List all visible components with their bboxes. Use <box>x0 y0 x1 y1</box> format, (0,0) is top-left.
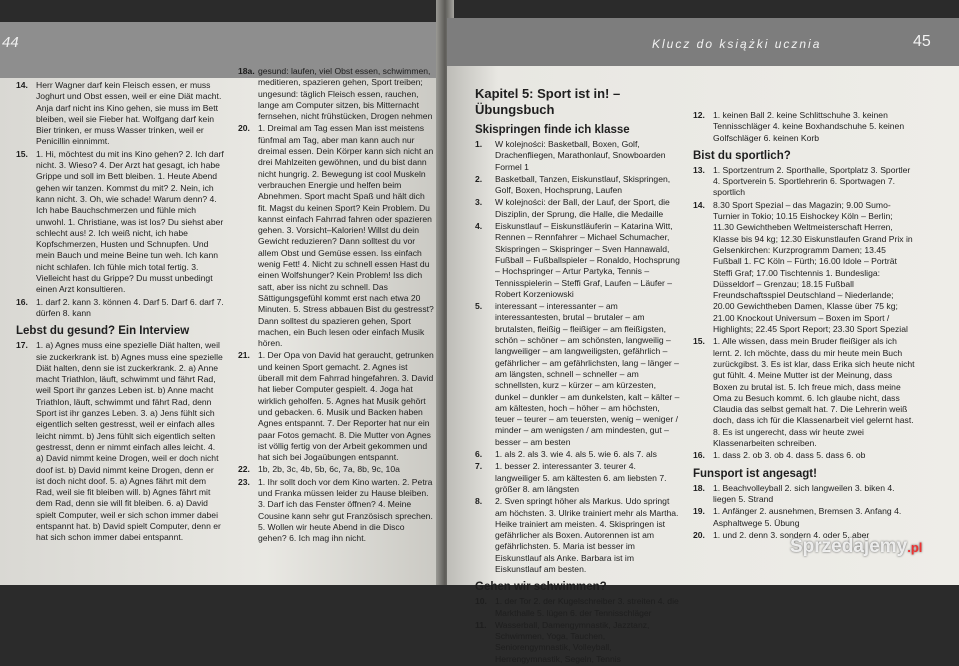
exercise-number: 8. <box>475 496 483 507</box>
exercise-number: 16. <box>693 450 705 461</box>
exercise-answer: 1b, 2b, 3c, 4b, 5b, 6c, 7a, 8b, 9c, 10a <box>258 464 400 475</box>
chapter-title: Kapitel 5: Sport ist in! – Übungsbuch <box>475 86 621 117</box>
right-page-number: 45 <box>913 33 931 50</box>
exercise-answer: 8.30 Sport Spezial – das Magazin; 9.00 Sumo-Turnier in Tokio; 10.15 Eishockey Köln – Berlin; 11.30 Gewichtheben Weltmeisterschaft Herren, Klasse bis 94 kg; 12.30 Eiskunstlaufen Grand Prix in Gelsenkirchen: Kurzprogramm Damen; 13.45 Fußball 1. FC Köln – Fürth; 16.00 Idole – Porträt Steffi Graf; 17.00 Tischtennis 1. Bundesliga: Düsseldorf – Grenzau; 18.15 Fußball Freundschaftsspiel Deutschland – Niederlande; 20.00 Gewichtheben Damen, Klasse über 75 kg; 21.00 Knockout Universum – Boxen im Sport / Highlights; 22.45 Sport Report; 23.30 Sport Spezial <box>713 199 913 335</box>
exercise-item <box>693 483 915 506</box>
exercise-answer: 1. der Tor 2. der Kugelschreiber 3. streiten 4. die Markthalle 5. lügen 6. der Tennisschläger <box>495 596 679 618</box>
exercise-item <box>475 461 680 495</box>
section-heading: Lebst du gesund? Ein Interview <box>16 325 190 338</box>
exercise-number: 20. <box>238 123 250 134</box>
exercise-item <box>16 80 224 148</box>
exercise-answer: W kolejności: Basketball, Boxen, Golf, Drachenfliegen, Marathonlauf, Snowboarden Formel 1 <box>495 139 666 172</box>
header-title: Klucz do książki ucznia <box>652 37 822 51</box>
exercise-list <box>16 340 224 543</box>
right-column-1 <box>475 86 680 666</box>
exercise-item <box>16 297 224 320</box>
exercise-number: 5. <box>475 301 483 312</box>
exercise-answer: 1. Ihr sollt doch vor dem Kino warten. 2. Petra und Franka müssen leider zu Hause bleiben. 3. Darf ich das Fenster öffnen? 4. Meine Cousine kann sehr gut Französisch sprechen. 5. Wollen wir heute Abend in die Disco gehen? 6. Ich mag ihn nicht. <box>258 476 433 544</box>
exercise-number: 19. <box>693 506 705 517</box>
section-heading: Bist du sportlich? <box>693 149 791 162</box>
exercise-number: 21. <box>238 350 250 361</box>
exercise-number: 3. <box>475 197 483 208</box>
exercise-number: 14. <box>693 199 705 210</box>
exercise-answer: 1. Hi, möchtest du mit ins Kino gehen? 2. Ich darf nicht. 3. Wieso? 4. Der Arzt hat gesagt, ich habe Grippe und soll im Bett bleiben. 1. Heute Abend gehen wir tanzen. Kommst du mit? 2. Nein, ich kann nicht. 3. Oh, wie schade! Warum denn? 4. Ich habe Bauchschmerzen und fühle mich unwohl. 1. Christiane, was ist los? Du siehst aber schlecht aus! 2. Ich weiß nicht, ich habe Kopfschmerzen, Husten und Schnupfen. Und mein Bauch und meine Beine tun weh. Ich kann nicht schlafen. Ich fühle mich total fertig. 3. Vielleicht hast du Grippe? Du musst unbedingt einen Arzt konsultieren. <box>36 148 224 295</box>
exercise-number: 11. <box>475 619 487 630</box>
exercise-item <box>475 197 680 220</box>
left-page <box>0 22 445 585</box>
exercise-answer: Herr Wagner darf kein Fleisch essen, er muss Joghurt und Obst essen, weil er eine Diät macht. Anja darf nicht ins Kino gehen, sie muss im Bett bleiben, weil sie Fieber hat. Wolfgang darf kein Bier trinken, er muss Wasser trinken, weil er Penicillin einnimmt. <box>36 80 222 147</box>
exercise-answer: 1. besser 2. interessanter 3. teurer 4. langweiliger 5. am kältesten 6. am liebsten 7. größer 8. am längsten <box>495 461 667 494</box>
exercise-number: 15. <box>693 336 705 347</box>
watermark-suffix: .pl <box>907 540 923 555</box>
exercise-list <box>693 165 915 462</box>
exercise-number: 2. <box>475 173 483 184</box>
exercise-item <box>238 464 434 475</box>
exercise-answer: 1. keinen Ball 2. keine Schlittschuhe 3. keinen Tennisschläger 4. keine Boxhandschuhe 5. keinen Golfschläger 6. keinen Korb <box>713 110 905 143</box>
exercise-number: 13. <box>693 164 705 175</box>
exercise-item <box>693 336 915 449</box>
section-heading: Gehen wir schwimmen? <box>475 581 607 594</box>
exercise-item <box>475 596 680 619</box>
exercise-list <box>693 483 915 541</box>
exercise-item <box>16 149 224 296</box>
exercise-item <box>693 110 915 144</box>
exercise-list <box>16 80 224 319</box>
exercise-number: 7. <box>475 461 483 472</box>
exercise-answer: Eiskunstlauf – Eiskunstläuferin – Katarina Witt, Rennen – Rennfahrer – Michael Schumacher, Skispringen – Skispringer – Sven Hannawald, Fußball – Fußballspieler – Ronaldo, Hochsprung – Hochspringer – Artur Partyka, Tennis – Tennisspielerin – Steffi Graf, Laufen – Läufer – Robert Korzeniowski <box>495 221 680 299</box>
exercise-answer: Wasserball, Damengymnastik, Jazztanz, Schwimmen, Yoga, Tauchen, Seniorengymnastik, Volleyball, Herrengymnastik, Segeln, Tennis <box>495 619 650 664</box>
watermark-text: Sprzedajemy <box>790 536 908 557</box>
exercise-number: 17. <box>16 340 28 351</box>
right-page-header <box>447 18 959 66</box>
exercise-answer: 1. Sportzentrum 2. Sporthalle, Sportplatz 3. Sportler 4. Sportverein 5. Sportlehrerin 6. Sportwagen 7. sportlich <box>713 164 911 198</box>
right-column-2 <box>693 110 915 542</box>
left-column-2 <box>238 66 434 545</box>
exercise-item <box>475 221 680 300</box>
exercise-answer: 2. Sven springt höher als Markus. Udo springt am höchsten. 3. Ulrike trainiert mehr als Martha. Heike trainiert am meisten. 4. Skispringen ist gefährlicher als Boxen. Autorennen ist am gefährlichsten. 5. Maria ist besser im Eiskunstlauf als Anke. Barbara ist im Eiskunstlauf am besten. <box>495 496 679 574</box>
exercise-item <box>475 174 680 197</box>
exercise-list <box>475 139 680 575</box>
exercise-item <box>475 301 680 448</box>
exercise-number: 20. <box>693 529 705 540</box>
exercise-number: 4. <box>475 221 483 232</box>
exercise-answer: 1. a) Agnes muss eine spezielle Diät halten, weil sie zuckerkrank ist. b) Agnes muss eine spezielle Diät halten, denn sie ist zuckerkrank. 2. a) Anne macht Triathlon, läuft, schwimmt und fährt Rad, weil Sport ihr ganzes Leben ist. b) Anne macht Triathlon, läuft, schwimmt und fährt Rad, denn Sport ist ihr ganzes Leben. 3. a) Jens fühlt sich eigentlich selten gestresst, weil er einfach alles leicht nimmt. b) Jens fühlt sich eigentlich selten gestresst, denn er nimmt einfach alles leicht. 4. a) David nimmt keine Drogen, weil er doch nicht doof ist. b) David nimmt keine Drogen, denn er ist doch nicht doof. 5. a) Agnes fährt mit dem Rad, weil sie fit bleiben will. b) Agnes fährt mit dem Rad, denn sie will fit bleiben. 6. a) David spielt Computer, weil er sich schon immer dabei entspannt hat. b) David spielt Computer, denn er hat sich schon immer dabei entspannt. <box>36 340 223 543</box>
watermark-logo <box>790 536 922 558</box>
exercise-item <box>238 350 434 463</box>
exercise-number: 23. <box>238 476 250 487</box>
exercise-list <box>475 596 680 665</box>
exercise-answer: 1. Dreimal am Tag essen Man isst meistens fünfmal am Tag, aber man kann auch nur dreimal essen. Dein Körper kann sich nicht an drei Mahlzeiten gewöhnen, und du bist dann nicht hungrig. 2. Bewegung ist cool Muskeln verbrauchen Energie und helfen beim Abnehmen. Sport macht Spaß und hält dich fit. Magst du keinen Sport? Kein Problem. Du kannst einfach Fahrrad fahren oder spazieren gehen. 3. Vorsicht–Kalorien! Willst du dein Gewicht reduzieren? Dann solltest du vor allem Obst und Gemüse essen. Iss einfach wenig Fett! 4. Nicht zu schnell essen Hast du einen Wolfshunger? Kein Problem! Iss dich satt, aber iss nicht zu schnell. Das Sättigungsgefühl kommt erst nach etwa 20 Minuten. 5. Stress abbauen Bist du gestresst? Dann solltest du spazieren gehen, Sport machen, ein Buch lesen oder einfach Musik hören. <box>258 123 434 349</box>
exercise-item <box>475 449 680 460</box>
exercise-number: 12. <box>693 110 705 120</box>
exercise-number: 22. <box>238 464 250 475</box>
exercise-item <box>238 477 434 545</box>
exercise-item <box>693 506 915 529</box>
section-heading: Funsport ist angesagt! <box>693 467 817 480</box>
exercise-answer: 1. dass 2. ob 3. ob 4. dass 5. dass 6. ob <box>713 450 866 461</box>
left-page-number: 44 <box>2 34 19 51</box>
exercise-list <box>238 66 434 544</box>
exercise-answer: 1. Alle wissen, dass mein Bruder fleißiger als ich lernt. 2. Ich möchte, dass du mir heute mein Buch zurückgibst. 3. Es ist klar, dass Erika sich heute nicht gut fühlt. 4. Meine Mutter ist der Meinung, dass Boxen zu brutal ist. 5. Ich freue mich, dass meine Oma zu Besuch kommt. 6. Ich glaube nicht, dass Claudia das selbst gemalt hat. 7. Die Lehrerin weiß doch, dass ich für die Klassenarbeit viel gelernt hast. 8. Es ist ungerecht, dass wir heute zwei Klassenarbeiten schreiben. <box>713 336 915 449</box>
exercise-item <box>238 66 434 122</box>
right-page <box>447 22 959 664</box>
exercise-answer: 1. Beachvolleyball 2. sich langweilen 3. biken 4. liegen 5. Strand <box>713 482 895 504</box>
exercise-item <box>238 123 434 349</box>
exercise-answer: 1. und 2. denn 3. sondern 4. oder 5. aber <box>713 529 870 540</box>
exercise-answer: W kolejności: der Ball, der Lauf, der Sport, die Disziplin, der Sprung, die Halle, die Medaille <box>495 197 670 219</box>
exercise-number: 1. <box>475 139 483 149</box>
section-heading: Skispringen finde ich klasse <box>475 124 630 136</box>
exercise-answer: 1. als 2. als 3. wie 4. als 5. wie 6. als 7. als <box>495 449 657 460</box>
exercise-number: 14. <box>16 80 28 90</box>
exercise-answer: 1. Anfänger 2. ausnehmen, Bremsen 3. Anfang 4. Asphaltwege 5. Übung <box>713 506 902 528</box>
exercise-number: 18. <box>693 482 705 493</box>
exercise-answer: 1. Der Opa von David hat geraucht, getrunken und keinen Sport gemacht. 2. Agnes ist überall mit dem Fahrrad hingefahren. 3. David hat lieber Computer gespielt. 4. Joga hat wirklich geholfen. 5. Agnes hat Musik gehört und gebacken. 6. Musik und Backen haben Agnes entspannt. 7. Der Reporter hat nur ein paar Fotos gemacht. 8. Die Mutter von Agnes ist völlig fertig von der Arbeit gekommen und hat sich bei Jogaübungen entspannt. <box>258 350 434 463</box>
exercise-number: 16. <box>16 296 28 307</box>
exercise-number: 18a. <box>238 66 255 76</box>
exercise-item <box>16 340 224 543</box>
exercise-answer: gesund: laufen, viel Obst essen, schwimmen, meditieren, spazieren gehen, Sport treiben; ungesund: täglich Fleisch essen, rauchen, lange am Computer sitzen, bis Mitternacht fernsehen, nicht frühstücken, Drogen nehmen <box>258 66 433 122</box>
left-column-1 <box>16 80 224 545</box>
exercise-item <box>693 165 915 199</box>
exercise-answer: 1. darf 2. kann 3. können 4. Darf 5. Darf 6. darf 7. dürfen 8. kann <box>36 296 224 318</box>
exercise-item <box>693 450 915 461</box>
exercise-number: 15. <box>16 148 28 159</box>
exercise-number: 6. <box>475 449 483 460</box>
exercise-item <box>475 496 680 575</box>
exercise-number: 10. <box>475 596 487 607</box>
exercise-item <box>693 200 915 336</box>
exercise-item <box>475 620 680 665</box>
exercise-list <box>693 110 915 144</box>
exercise-item <box>475 139 680 173</box>
exercise-answer: Basketball, Tanzen, Eiskunstlauf, Skispringen, Golf, Boxen, Hochsprung, Laufen <box>495 173 671 196</box>
exercise-answer: interessant – interessanter – am interessantesten, brutal – brutaler – am brutalsten, fleißig – fleißiger – am fleißigsten, schön – schöner – am schönsten, langweilig – langweiliger – am langweiligsten, gefährlich – gefährlicher – am gefährlichsten, lang – länger – am längsten, schnell – schneller – am schnellsten, kurz – kürzer – am kürzesten, dunkel – dunkler – am dunkelsten, kalt – kälter – am kältesten, hoch – höher – am höchsten, teuer – teurer – am teuersten, wenig – weniger / minder – am wenigsten / am mindesten, gut – besser – am besten <box>495 301 680 447</box>
